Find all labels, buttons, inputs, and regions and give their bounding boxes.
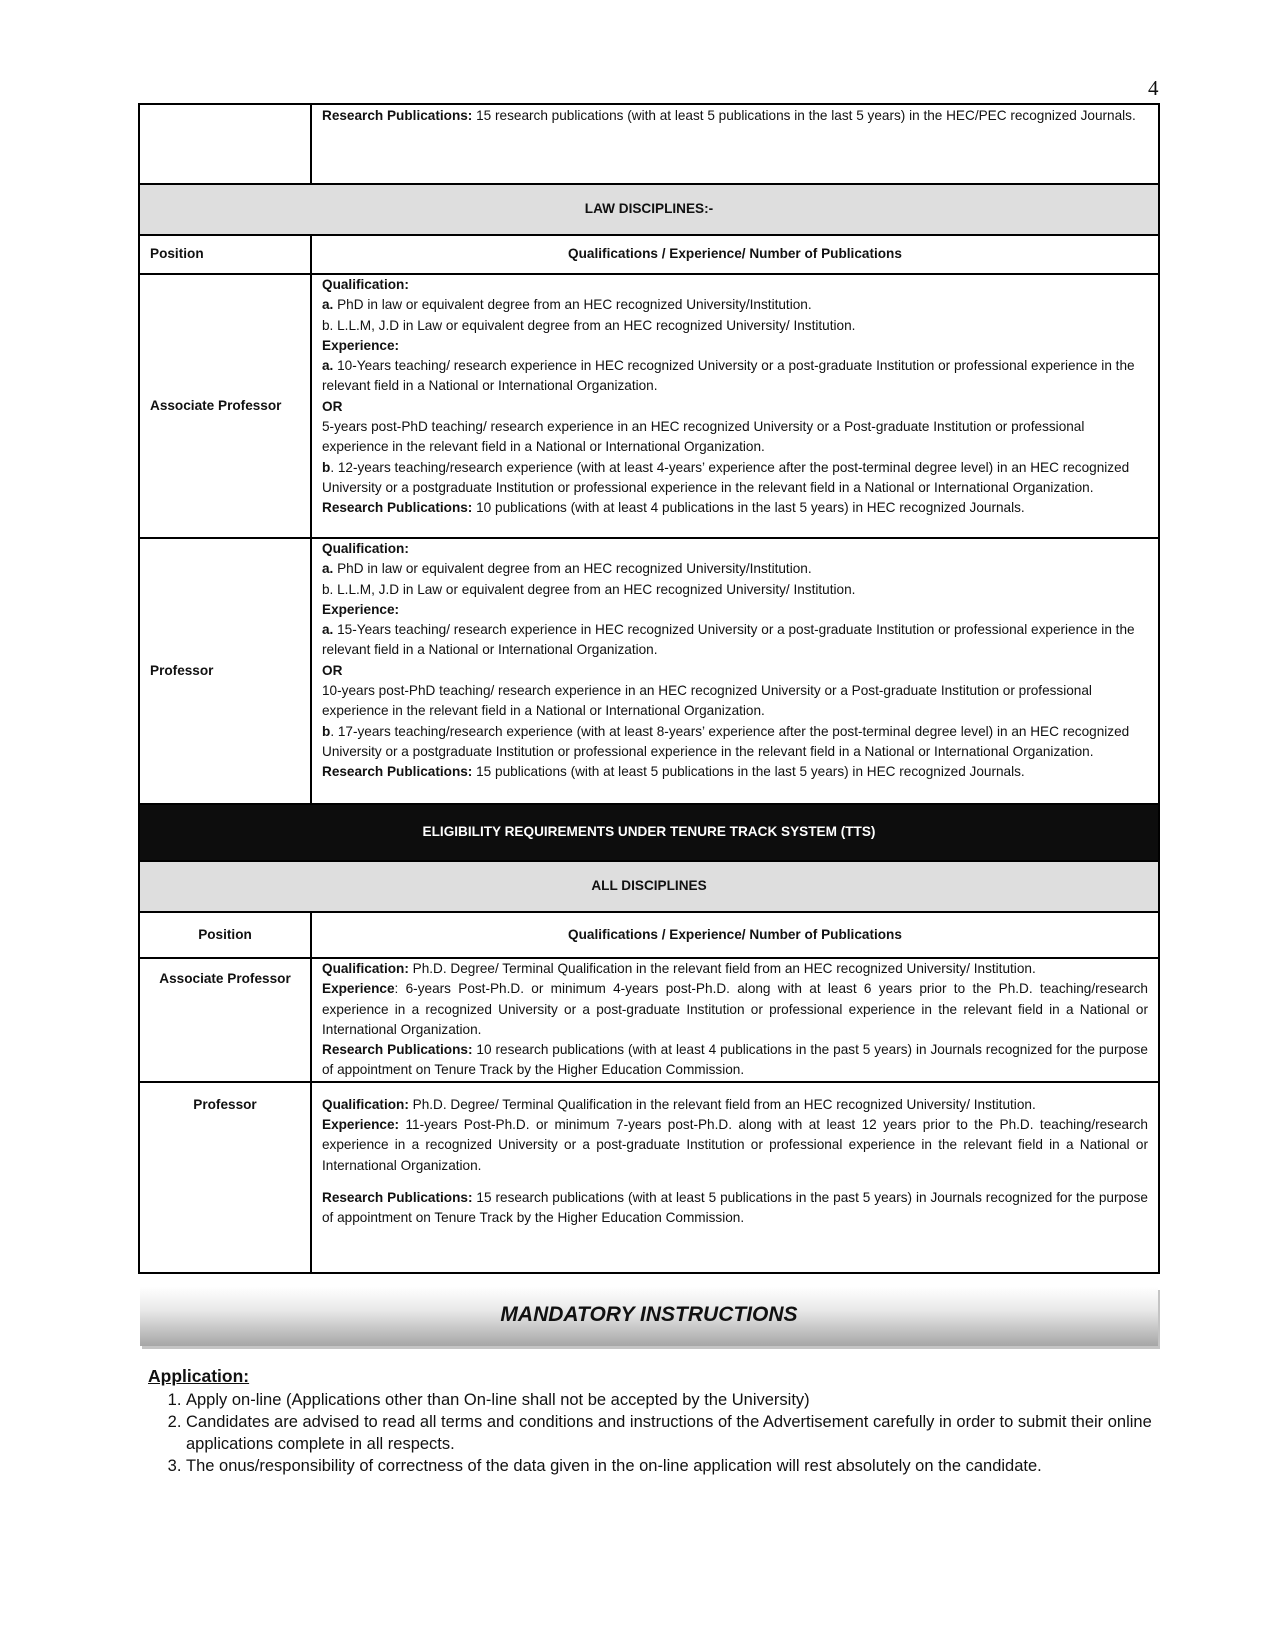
detail-line [322, 498, 1148, 518]
details-cell [311, 104, 1159, 184]
qualification-label: Qualification: [322, 961, 409, 976]
detail-line [322, 336, 1148, 356]
publications-text: 10 research publications (with at least 4 publications in the past 5 years) in Journals recognized for the purpose of appointment on Tenure Track by the Higher Education Commission. [322, 1042, 1148, 1078]
detail-label: Experience: [322, 337, 400, 353]
detail-label: a. [322, 358, 334, 374]
publications-label: Research Publications: [322, 1042, 473, 1058]
position-cell [139, 104, 311, 184]
detail-label: a. [322, 561, 334, 577]
detail-label: b [322, 723, 331, 739]
details-column-header: Qualifications / Experience/ Number of Publications [311, 235, 1159, 274]
detail-text: b. L.L.M, J.D in Law or equivalent degree from an HEC recognized University/ Institution. [322, 581, 856, 597]
detail-label: Research Publications: [322, 108, 473, 123]
law-section-header-row [139, 184, 1159, 235]
eligibility-table [138, 103, 1160, 1274]
application-section [148, 1365, 1158, 1477]
tts-title-row [139, 804, 1159, 861]
position-column-header: Position [139, 912, 311, 958]
detail-label: a. [322, 297, 334, 313]
list-item: 2. Candidates are advised to read all terms and conditions and instructions of the Advertisement carefully in order to submit their online applications complete in all respects. [186, 1411, 1158, 1455]
detail-line [322, 580, 1148, 600]
details-column-header: Qualifications / Experience/ Number of Publications [311, 912, 1159, 958]
details-cell [311, 274, 1159, 538]
detail-line [322, 559, 1148, 579]
table-row [139, 1082, 1159, 1273]
experience-label: Experience: [322, 1117, 400, 1133]
table-row [139, 958, 1159, 1082]
table-row [139, 538, 1159, 804]
detail-line [322, 762, 1148, 782]
detail-text: PhD in law or equivalent degree from an HEC recognized University/Institution. [333, 561, 812, 577]
position-cell: Professor [139, 538, 311, 804]
detail-label: Qualification: [322, 541, 409, 556]
detail-text: PhD in law or equivalent degree from an HEC recognized University/Institution. [333, 297, 812, 313]
detail-label: a. [322, 622, 334, 638]
position-column-header: Position [139, 235, 311, 274]
detail-line [322, 539, 1148, 559]
detail-line [322, 722, 1148, 763]
detail-text: 15 publications (with at least 5 publications in the last 5 years) in HEC recognized Journals. [472, 764, 1025, 780]
table-row [139, 274, 1159, 538]
detail-line [322, 397, 1148, 417]
list-item: 3. The onus/responsibility of correctness of the data given in the on-line application will rest absolutely on the candidate. [186, 1455, 1158, 1477]
detail-line [322, 600, 1148, 620]
page-number: 4 [1148, 76, 1159, 100]
detail-line [322, 458, 1148, 499]
detail-label: Experience: [322, 601, 400, 617]
position-cell: Associate Professor [139, 958, 311, 1082]
qualification-text: Ph.D. Degree/ Terminal Qualification in the relevant field from an HEC recognized University/ Institution. [408, 1096, 1036, 1112]
details-cell [311, 958, 1159, 1082]
detail-line [322, 620, 1148, 661]
details-cell [311, 538, 1159, 804]
mandatory-instructions-banner [140, 1287, 1158, 1346]
law-disciplines-title: LAW DISCIPLINES:- [139, 184, 1159, 235]
application-heading: Application: [148, 1366, 250, 1386]
details-cell [311, 1082, 1159, 1273]
publications-text: 15 research publications (with at least 5 publications in the past 5 years) in Journals recognized for the purpose of appointment on Tenure Track by the Higher Education Commission. [322, 1189, 1148, 1226]
application-instructions-list [148, 1389, 1158, 1477]
detail-label: OR [322, 398, 343, 414]
detail-line [322, 417, 1148, 458]
detail-text: 10-Years teaching/ research experience in HEC recognized University or a post-graduate Institution or professional experience in the relevant field in a National or International Organization. [322, 358, 1135, 394]
detail-text: b. L.L.M, J.D in Law or equivalent degree from an HEC recognized University/ Institution. [322, 317, 856, 333]
tts-title: ELIGIBILITY REQUIREMENTS UNDER TENURE TRACK SYSTEM (TTS) [139, 804, 1159, 861]
all-disciplines-title: ALL DISCIPLINES [139, 861, 1159, 912]
detail-line [322, 681, 1148, 722]
position-cell: Professor [139, 1082, 311, 1273]
detail-text: 15-Years teaching/ research experience in HEC recognized University or a post-graduate Institution or professional experience in the relevant field in a National or International Organization. [322, 622, 1135, 658]
qualification-label: Qualification: [322, 1096, 409, 1112]
experience-text: 11-years Post-Ph.D. or minimum 7-years post-Ph.D. along with at least 12 years prior to the Ph.D. teaching/research experience in a recognized University or a post-graduate Institution or professional experience in the relevant field in a National or International Organization. [322, 1117, 1148, 1173]
detail-text: . 12-years teaching/research experience (with at least 4-years’ experience after the post-terminal degree level) in an HEC recognized University or a postgraduate Institution or professional experience in the relevant field in a National or International Organization. [322, 459, 1130, 495]
list-item: 1. Apply on-line (Applications other than On-line shall not be accepted by the University) [186, 1389, 1158, 1411]
law-column-header-row [139, 235, 1159, 274]
mandatory-instructions-title: MANDATORY INSTRUCTIONS [500, 1303, 798, 1326]
detail-line [322, 356, 1148, 397]
detail-text: 10 publications (with at least 4 publications in the last 5 years) in HEC recognized Journals. [472, 500, 1025, 516]
detail-text: 15 research publications (with at least 5 publications in the last 5 years) in the HEC/PEC recognized Journals. [472, 108, 1136, 123]
experience-label: Experience [322, 981, 395, 997]
detail-label: Research Publications: [322, 500, 473, 516]
detail-line [322, 661, 1148, 681]
detail-label: Research Publications: [322, 764, 473, 780]
detail-text: 5-years post-PhD teaching/ research experience in an HEC recognized University or a Post-graduate Institution or professional experience in the relevant field in a National or International Organization. [322, 419, 1085, 455]
detail-line [322, 275, 1148, 295]
experience-text: : 6-years Post-Ph.D. or minimum 4-years post-Ph.D. along with at least 6 years prior to the Ph.D. teaching/research experience in a recognized University or a post-graduate Institution or professional experience in the relevant field in a National or International Organization. [322, 981, 1148, 1037]
detail-line [322, 295, 1148, 315]
publications-label: Research Publications: [322, 1189, 473, 1205]
detail-line [322, 106, 1148, 126]
table-row [139, 104, 1159, 184]
detail-label: OR [322, 662, 343, 678]
position-cell: Associate Professor [139, 274, 311, 538]
qualification-text: Ph.D. Degree/ Terminal Qualification in the relevant field from an HEC recognized University/ Institution. [408, 961, 1036, 976]
tts-subtitle-row [139, 861, 1159, 912]
tts-column-header-row [139, 912, 1159, 958]
detail-text: 10-years post-PhD teaching/ research experience in an HEC recognized University or a Post-graduate Institution or professional experience in the relevant field in a National or International Organization. [322, 683, 1092, 719]
detail-text: . 17-years teaching/research experience (with at least 8-years’ experience after the post-terminal degree level) in an HEC recognized University or a postgraduate Institution or professional experience in the relevant field in a National or International Organization. [322, 723, 1130, 759]
detail-line [322, 316, 1148, 336]
detail-label: b [322, 459, 331, 475]
detail-label: Qualification: [322, 277, 409, 292]
